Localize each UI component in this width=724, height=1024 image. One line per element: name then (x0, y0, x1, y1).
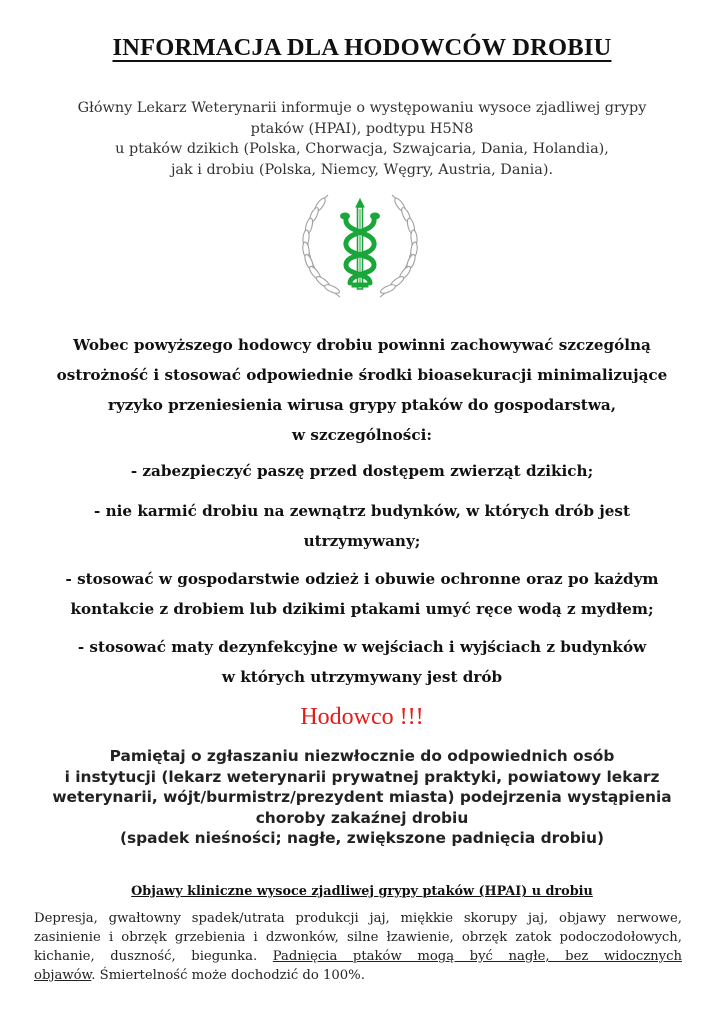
guidance-bullet: - zabezpieczyć paszę przed dostępem zwierząt dzikich; (130, 462, 594, 480)
intro-line: ptaków (HPAI), podtypu H5N8 (250, 120, 474, 137)
sudden-deaths-note-end: objawów (34, 968, 92, 983)
symptoms-line (34, 947, 682, 966)
reminder-line: choroby zakaźnej drobiu (255, 808, 469, 827)
symptoms-line (34, 966, 682, 985)
intro-paragraph (20, 98, 704, 180)
guidance-bullet-continued: w których utrzymywany jest drób (221, 668, 503, 686)
guidance-bullet: - stosować w gospodarstwie odzież i obuwie ochronne oraz po każdym (65, 570, 659, 588)
guidance-line: w szczególności: (292, 426, 432, 444)
intro-line: u ptaków dzikich (Polska, Chorwacja, Szwajcaria, Dania, Holandia), (115, 141, 609, 157)
reminder-line: Pamiętaj o zgłaszaniu niezwłocznie do odpowiednich osób (109, 747, 615, 765)
guidance-line: Wobec powyższego hodowcy drobiu powinni zachowywać szczególną (73, 336, 651, 354)
symptoms-text: kichanie, duszność, biegunka. (34, 949, 258, 964)
sudden-deaths-note: Padnięcia ptaków mogą być nagłe, bez widocznych (272, 949, 682, 964)
symptoms-line: Depresja, gwałtowny spadek/utrata produkcji jaj, miękkie skorupy jaj, objawy nerwowe, (34, 911, 682, 926)
biosecurity-guidance (10, 330, 714, 692)
guidance-bullet: - nie karmić drobiu na zewnątrz budynków, w których drób jest (94, 502, 630, 520)
guidance-line: ryzyko przeniesienia wirusa grypy ptaków do gospodarstwa, (107, 396, 617, 414)
symptoms-paragraph (34, 909, 682, 985)
reminder-line: (spadek nieśności; nagłe, zwiększone padnięcia drobiu) (119, 829, 605, 847)
intro-line: jak i drobiu (Polska, Niemcy, Węgry, Austria, Dania). (170, 161, 554, 178)
symptoms-heading: Objawy kliniczne wysoce zjadliwej grypy ptaków (HPAI) u drobiu (131, 884, 593, 899)
symptoms-line: zasinienie i obrzęk grzebienia i dzwonków, silne łzawienie, obrzęk zatok podoczodołowych, (34, 930, 682, 945)
reminder-line: i instytucji (lekarz weterynarii prywatnej praktyki, powiatowy lekarz (64, 767, 660, 786)
document-title: INFORMACJA DLA HODOWCÓW DROBIU (112, 34, 612, 61)
guidance-bullet-continued: kontakcie z drobiem lub dzikimi ptakami umyć ręce wodą z mydłem; (70, 600, 654, 618)
guidance-bullet-continued: utrzymywany; (303, 532, 421, 550)
breeder-callout: Hodowco !!! (300, 704, 424, 730)
veterinary-caduceus-laurel-icon (290, 187, 430, 307)
reminder-line: weterynarii, wójt/burmistrz/prezydent miasta) podejrzenia wystąpienia (52, 788, 672, 806)
guidance-line: ostrożność i stosować odpowiednie środki bioasekuracji minimalizujące (56, 366, 668, 384)
reporting-reminder (10, 746, 714, 849)
mortality-note: . Śmiertelność może dochodzić do 100%. (91, 968, 365, 983)
guidance-bullet: - stosować maty dezynfekcyjne w wejściach i wyjściach z budynków (77, 638, 647, 656)
intro-line: Główny Lekarz Weterynarii informuje o występowaniu wysoce zjadliwej grypy (77, 100, 647, 116)
